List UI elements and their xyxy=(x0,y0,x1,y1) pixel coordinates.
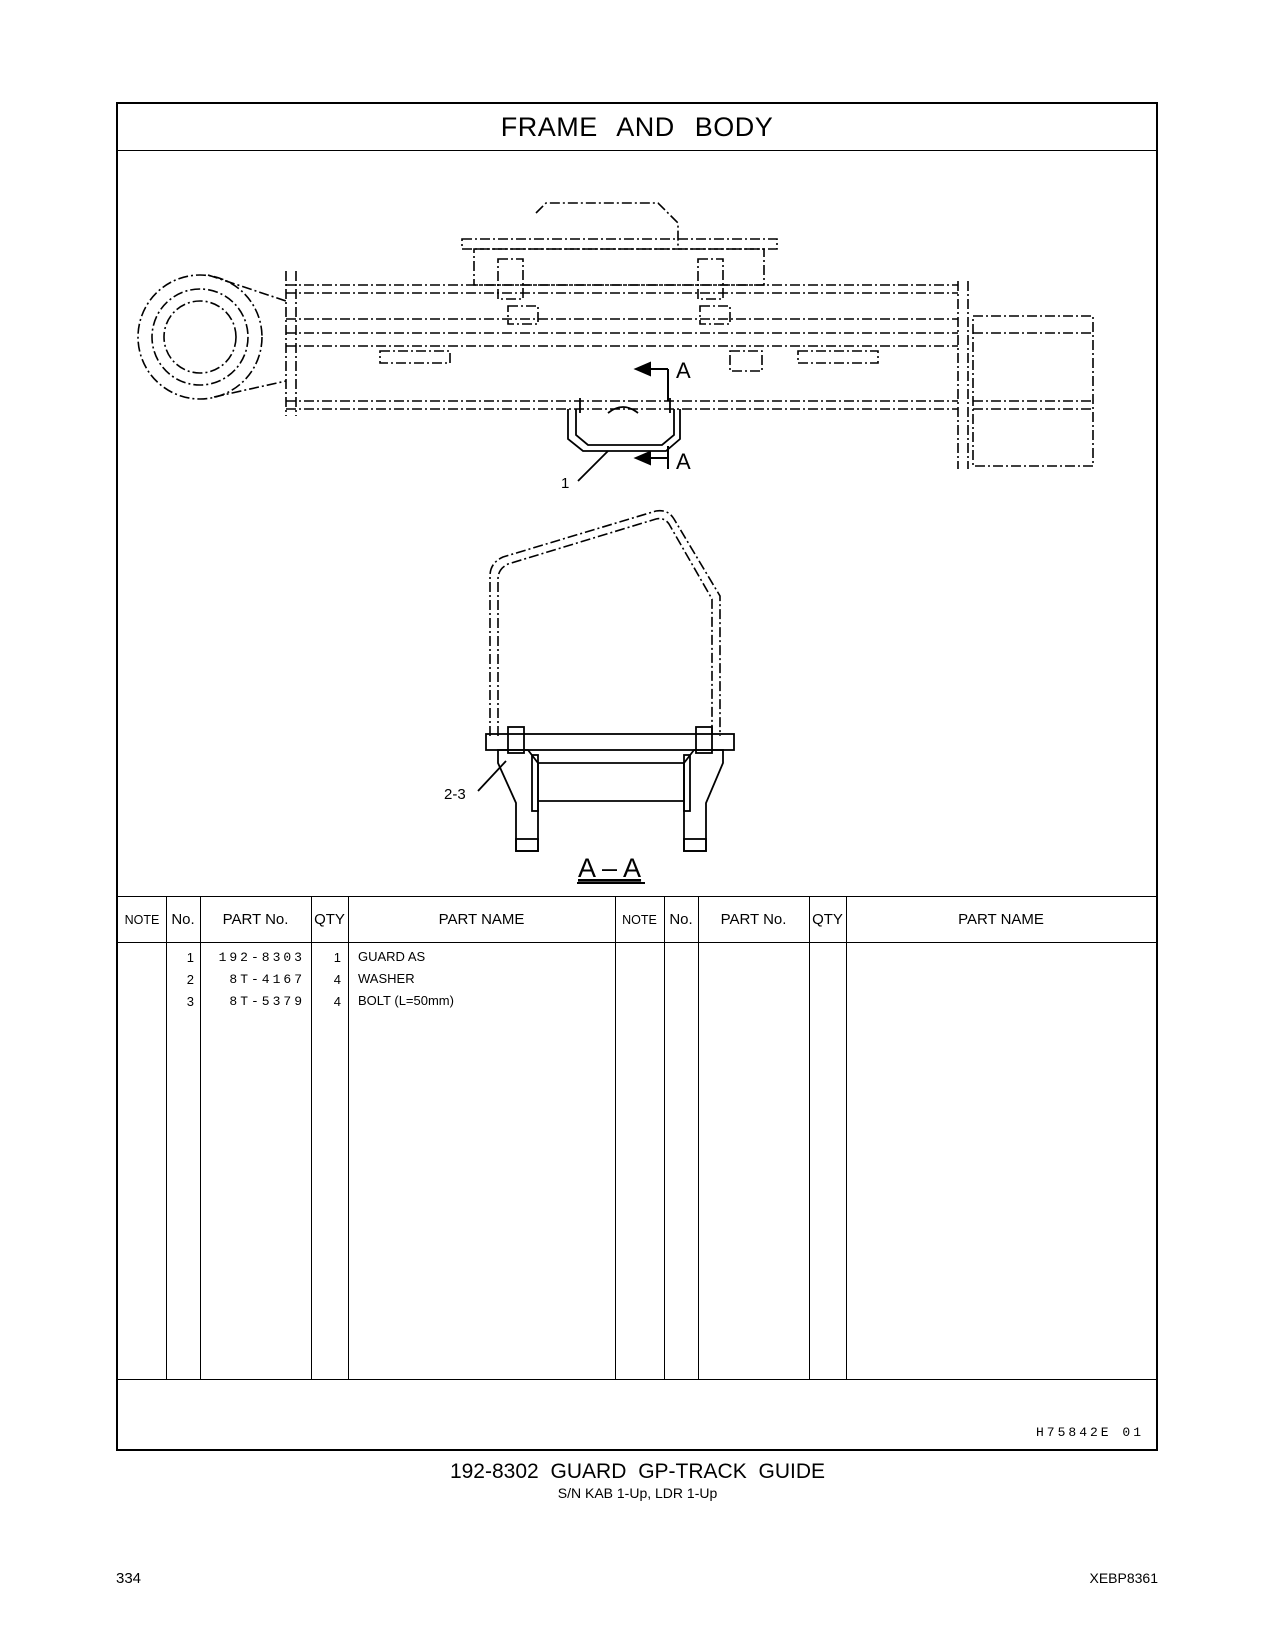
group-caption-title: 192-8302 GUARD GP-TRACK GUIDE xyxy=(449,1460,826,1483)
parts-list-table xyxy=(118,896,1156,1379)
parts-illustration xyxy=(118,151,1156,896)
header-note-right: NOTE xyxy=(622,912,657,927)
table-row-no: 1 xyxy=(186,950,194,965)
table-row-part-no: 8T-5379 xyxy=(229,994,305,1009)
header-part-name-right: PART NAME xyxy=(958,911,1044,928)
section-arrow-label-bottom: A xyxy=(676,449,691,474)
table-row-part-name: BOLT (L=50mm) xyxy=(358,993,454,1008)
callout-item-2-3: 2-3 xyxy=(444,786,466,803)
table-row-qty: 1 xyxy=(333,950,341,965)
table-row-qty: 4 xyxy=(333,994,341,1009)
header-part-no-right: PART No. xyxy=(720,911,787,928)
illustration-code: H75842E 01 xyxy=(1035,1425,1144,1440)
table-row-no: 3 xyxy=(186,994,194,1009)
document-code: XEBP8361 xyxy=(1089,1570,1158,1586)
page-number: 334 xyxy=(116,1570,142,1587)
table-row-no: 2 xyxy=(186,972,194,987)
header-qty-right: QTY xyxy=(812,911,843,928)
header-part-no-left: PART No. xyxy=(222,911,289,928)
header-qty-left: QTY xyxy=(314,911,345,928)
table-row-qty: 4 xyxy=(333,972,341,987)
table-row-part-no: 192-8303 xyxy=(218,950,305,965)
header-part-name-left: PART NAME xyxy=(438,911,525,928)
header-no-right: No. xyxy=(669,911,693,928)
table-row-part-no: 8T-4167 xyxy=(229,972,305,987)
page-title: FRAME AND BODY xyxy=(118,104,1156,151)
section-view-label: A – A xyxy=(578,853,642,883)
table-row-part-name: GUARD AS xyxy=(358,949,426,964)
callout-item-1: 1 xyxy=(561,475,570,492)
table-row-part-name: WASHER xyxy=(358,971,415,986)
section-arrow-label-top: A xyxy=(676,358,691,383)
header-no-left: No. xyxy=(171,911,195,928)
track-frame-drawing xyxy=(118,151,1156,896)
group-caption-subtitle: S/N KAB 1-Up, LDR 1-Up xyxy=(557,1485,718,1501)
header-note-left: NOTE xyxy=(124,912,160,927)
parts-page-frame xyxy=(116,102,1158,1451)
illustration-code-area xyxy=(118,1379,1156,1453)
